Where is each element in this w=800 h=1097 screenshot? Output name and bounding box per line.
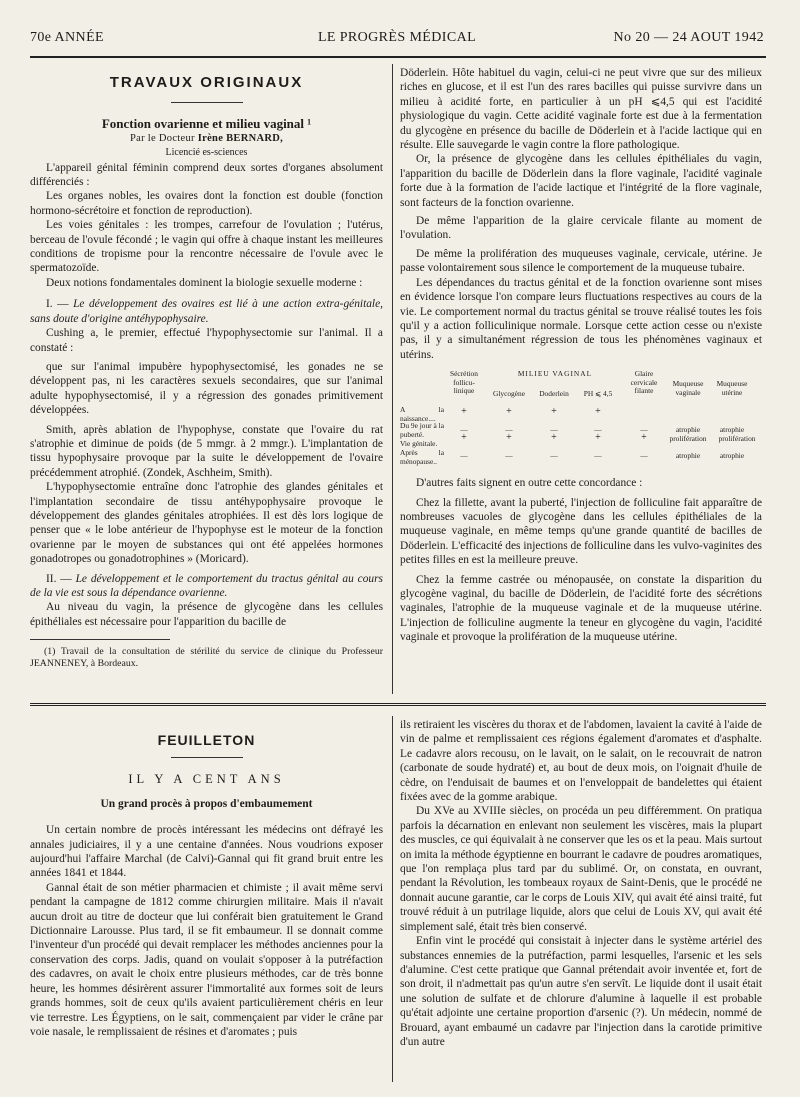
table-cell: —	[460, 451, 468, 461]
running-header	[30, 30, 764, 52]
table-cell: +	[595, 432, 601, 444]
table-row-label: Du 9e jour à la puberté.	[400, 421, 444, 439]
paragraph: Deux notions fondamentales dominent la biologie sexuelle moderne :	[46, 276, 363, 289]
paragraph: ils retiraient les viscères du thorax et de l'abdomen, lavaient la cavité à l'aide de vin de palme et remplissaient ces régions également d'aromates et d'asphalte. Le cadavre alors recousu, on le lavait, on le salait, on le recouvrait de natron (carbonate de soude hydraté) et, au bout de deux mois, on l'oignait d'huile de cèdre, on l'enduisait de baumes et on l'enveloppait de bandelettes qui étaient fixées avec de la gomme arabique.	[400, 719, 762, 804]
article-right-column	[400, 66, 762, 645]
hormone-table	[400, 370, 762, 468]
paragraph: Gannal était de son métier pharmacien et chimiste ; il avait même servi pendant la campagne de 1812 comme chirurgien militaire. Mais il n'avait aucun droit au titre de docteur que lui conférait bien gratuitement le Grand Dictionnaire Larousse. Plus tard, il se fit embaumeur. Il se donnait comme l'inventeur d'un procédé qui devait remplacer les méthodes anciennes pour la conservation des corps. Jadis, quand on voulait s'opposer à la putréfaction des cadavres, on avait le choix entre plusieurs méthodes, car de très bonne heure, les hommes désirèrent assurer l'immortalité aux formes soit de leurs grands hommes, soit de ceux qu'ils avaient particulièrement chéris en leur vie terrestre. Les Égyptiens, on le sait, commençaient par vider le crâne par voie nasale, le remplissaient de résines et d'aromates ; puis	[30, 881, 383, 1038]
subsection-heading: I. — Le développement des ovaires est lié à une action extra-génitale, sans doute d'origine antéhypophysaire.	[30, 298, 383, 325]
table-cell: +	[551, 432, 557, 444]
paragraph: Döderlein. Hôte habituel du vagin, celui-ci ne peut vivre que sur des milieux riches en glucose, et il est l'un des rares bacilles qui puisse survivre dans un milieu à acidité forte, en particulier à un pH ⩽4,5 qui est l'acidité physiologique du vagin. Cette acidité vaginale forte est due à la fermentation du glycogène en présence du bacille de Döderlein et à l'acide lactique qui en résulte. Elle sauvegarde le vagin contre la flore pathologique.	[400, 67, 762, 152]
feuilleton-right-column	[400, 718, 762, 1049]
table-cell: atrophie	[719, 425, 745, 435]
table-cell: —	[550, 451, 558, 461]
paragraph: Au niveau du vagin, la présence de glycogène dans les cellules épithéliales est nécessaire pour l'apparition du bacille de	[30, 601, 383, 628]
feuilleton-subheading: IL Y A CENT ANS	[128, 772, 285, 787]
table-cell: prolifération	[718, 434, 756, 444]
column-rule	[392, 716, 393, 1082]
table-cell: +	[641, 432, 647, 444]
paragraph: Les voies génitales : les trompes, carrefour de l'ovulation ; l'utérus, berceau de l'ovule fécondé ; le vagin qui offre à chaque instant les meilleures conditions de tropisme pour la rencontre nécessaire de l'ovule avec le spermatozoïde.	[30, 219, 383, 275]
issue-date: No 20 — 24 AOUT 1942	[613, 30, 764, 45]
table-row-label: Après la ménopause..	[400, 448, 444, 466]
paragraph: D'autres faits signent en outre cette concordance :	[416, 477, 643, 490]
table-header: Muqueuse vaginale	[672, 379, 704, 397]
paragraph: L'appareil génital féminin comprend deux sortes d'organes absolument différenciés :	[30, 161, 383, 189]
paragraph: L'hypophysectomie entraîne donc l'atrophie des glandes génitales et l'implantation secondaire de tissu antéhypophysaire provoque le développement des glandes génitales atrophiées. Il est dès lors logique de penser que « le lobe antérieur de l'hypophyse est le moteur de la fonction ovarienne par le moyen de substances qui ont été appelées hormones gonadotropes ou gonadotrophines » (Moricard).	[30, 481, 383, 566]
journal-title: LE PROGRÈS MÉDICAL	[317, 30, 477, 45]
table-header: Glycogène	[492, 389, 525, 399]
section-separator	[30, 703, 766, 709]
footnote: (1) Travail de la consultation de stérilité du service de clinique du Professeur JEANNENEY, à Bordeaux.	[30, 646, 383, 670]
table-cell: —	[460, 425, 468, 435]
volume-year: 70e ANNÉE	[30, 30, 104, 45]
feuilleton-left-column	[30, 733, 383, 1039]
paragraph: Or, la présence de glycogène dans les cellules épithéliales du vagin, l'apparition du bacille de Döderlein dans la flore vaginale, l'acidité vaginale forte due à la formation de l'acide lactique et l'intégrité de la flore vaginale, sont facteurs de la fonction ovarienne.	[400, 153, 762, 209]
paragraph: De même l'apparition de la glaire cervicale filante au moment de l'ovulation.	[400, 215, 762, 242]
table-row-label: Vie génitale.	[400, 439, 438, 449]
table-cell: +	[461, 432, 467, 444]
paragraph: Cushing a, le premier, effectué l'hypophysectomie sur l'animal. Il a constaté :	[30, 327, 383, 354]
paragraph: Les dépendances du tractus génital et de la fonction ovarienne sont mises en évidence lorsque l'on compare leurs fluctuations respectives au cours de la vie. Le comportement normal du tractus génital se trouve réalisé toutes les fois qu'il y a action folliculinique normale. Lorsque cette action cesse ou n'existe pas, il y a simultanément régression de tous les phénomènes vaginaux et utérins.	[400, 276, 762, 361]
section-divider	[171, 102, 243, 103]
table-row-label: A la naissance....	[400, 405, 444, 423]
table-cell: +	[461, 406, 467, 418]
table-cell: atrophie	[719, 451, 745, 461]
table-header: Muqueuse utérine	[716, 379, 748, 397]
table-cell: —	[505, 425, 513, 435]
author-credential: Licencié es-sciences	[165, 147, 248, 159]
paragraph: Chez la femme castrée ou ménopausée, on constate la disparition du glycogène vaginal, du bacille de Döderlein, de l'acidité forte des sécrétions vaginales, l'atrophie de la muqueuse vaginale et de la muqueuse utérine. L'injection de folliculine augmente la teneur en glycogène du vagin, l'acidité vaginale et provoque la prolifération de la muqueuse utérine.	[400, 573, 762, 644]
table-header: Glaire cervicale filante	[630, 369, 658, 396]
table-cell: atrophie	[675, 451, 701, 461]
paragraph: Enfin vint le procédé qui consistait à injecter dans le système artériel des substances ennemies de la putréfaction, parmi lesquelles, l'arsenic et les sels d'alumine. C'est cette pratique que Gannal prétendait avoir inventée et, fort de son droit, il n'admettait pas qu'un autre s'en servît. Le liquide dont il usait était une solution de sulfate et de chlorure d'alumine à laquelle il est probable qu'était adjointe une certaine proportion d'arsenic (?). Un médecin, nommé de Brouard, ayant embaumé un cadavre par l'injection dans la carotide primitive d'un autre	[400, 935, 762, 1048]
feuilleton-title: Un grand procès à propos d'embaumement	[100, 797, 313, 810]
table-cell: +	[551, 406, 557, 418]
table-cell: —	[594, 451, 602, 461]
table-cell: atrophie	[675, 425, 701, 435]
paragraph: Du XVe au XVIIIe siècles, on procéda un peu différemment. On pratiqua parfois la décarnation en enlevant non seulement les viscères, mais la plupart des muscles, ce qui équivalait à ne conserver que les os et la peau. Mais surtout on imita la méthode égyptienne en bourrant le cadavre de poudres aromatiques, que l'on remplaça plus tard par du sublimé. Or, on constata, en ouvrant, pendant la Révolution, les tombeaux royaux de Saint-Denis, que le procédé ne donnait aucune garantie, car le corps de Louis XIV, qui avait été ainsi traité, fut trouvé réduit à un putrilage liquide, alors que celui de Louis XV, qui avait été simplement salé, était très bien conservé.	[400, 805, 762, 933]
feuilleton-divider	[171, 757, 243, 758]
paragraph: Un certain nombre de procès intéressant les médecins ont défrayé les annales judiciaires, il y a une centaine d'années. Nous voudrions exposer aujourd'hui l'affaire Marchal (de Calvi)-Gannal qui fit grand bruit entre les années 1841 et 1844.	[30, 824, 383, 880]
subsection-heading: II. — Le développement et le comportement du tractus génital au cours de la vie est sous la dépendance ovarienne.	[30, 572, 383, 599]
byline: Par le Docteur Irène BERNARD,	[129, 132, 284, 144]
table-cell: —	[640, 451, 648, 461]
table-cell: +	[595, 406, 601, 418]
author-name: Irène BERNARD,	[197, 132, 284, 144]
header-rule	[30, 56, 766, 58]
table-cell: —	[640, 425, 648, 435]
paragraph: Les organes nobles, les ovaires dont la fonction est double (fonction hormono-sécrétoire et fonction de reproduction).	[30, 190, 383, 217]
paragraph: que sur l'animal impubère hypophysectomisé, les gonades ne se développent pas, ni les caractères sexuels secondaires, que sur l'animal adulte hypophysectomisé, il y a régression des gonades primitivement développées.	[30, 360, 383, 417]
column-rule	[392, 64, 393, 694]
table-cell: —	[505, 451, 513, 461]
article-title: Fonction ovarienne et milieu vaginal ¹	[101, 116, 312, 132]
table-header: Sécrétion follicu-linique	[450, 369, 478, 396]
section-title: TRAVAUX ORIGINAUX	[109, 74, 304, 91]
article-left-column	[30, 76, 383, 670]
table-cell: —	[550, 425, 558, 435]
paragraph: De même la prolifération des muqueuses vaginale, cervicale, utérine. Je passe volontairement sous silence le comportement de la muqueuse tubaire.	[400, 247, 762, 275]
table-group-header: MILIEU VAGINAL	[517, 369, 593, 379]
table-cell: —	[594, 425, 602, 435]
table-cell: prolifération	[669, 434, 707, 444]
paragraph: Chez la fillette, avant la puberté, l'injection de folliculine fait apparaître de nombreuses vacuoles de glycogène dans les cellules épithéliales de la muqueuse vaginale, en même temps qu'une grande quantité de bacilles de Döderlein. L'efficacité des injections de folliculine dans les vulvo-vaginites des petites filles en est la meilleure preuve.	[400, 496, 762, 567]
table-header: Doderlein	[539, 389, 569, 399]
table-cell: +	[506, 432, 512, 444]
feuilleton-heading: FEUILLETON	[157, 732, 256, 748]
table-header: PH ⩽ 4,5	[583, 389, 613, 399]
footnote-rule	[30, 639, 170, 640]
paragraph: Smith, après ablation de l'hypophyse, constate que l'ovaire du rat s'atrophie et diminue de poids (de 5 mmgr. à 2 mmgr.). L'implantation de tissu hypophysaire provoque par la suite le développement de l'ovaire précédemment atrophié. (Zondek, Aschheim, Smith).	[30, 423, 383, 479]
table-cell: +	[506, 406, 512, 418]
